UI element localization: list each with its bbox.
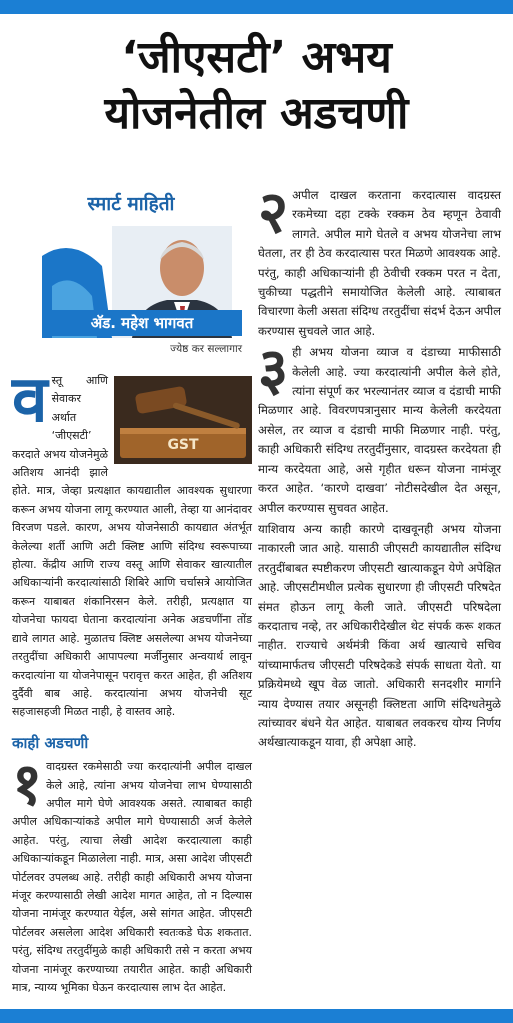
- point-2-paragraph: [258, 178, 501, 341]
- author-name: अ‍ॅड. महेश भागवत: [42, 310, 242, 336]
- columnist-box: [12, 186, 250, 366]
- column-title: स्मार्ट माहिती: [87, 193, 175, 215]
- top-accent-bar: [0, 0, 513, 14]
- point-2-text: अपील दाखल करताना करदात्यास वादग्रस्त रकमेच्या दहा टक्के रक्कम ठेव म्हणून ठेवावी लागते. अपील मागे घेतले व अभय योजनेचा लाभ घेतला, तर ही ठेव करदात्यास परत मिळणे आवश्यक आहे. परंतु, काही अधिकाऱ्यांनी ही ठेवीची रक्कम परत न देता, चुकीच्या पद्धतीने समायोजित केलेली आहे. त्याबाबत विचारणा केली असता संदिग्ध तरतुदींचा संदर्भ देऊन अपील करण्यास सुचवले जात आहे.: [258, 188, 501, 338]
- point-3-paragraph: [258, 335, 501, 518]
- article-column-right: [258, 178, 501, 755]
- article-column-left: [12, 363, 252, 999]
- gst-image: [114, 376, 252, 464]
- subheading: काही अडचणी: [12, 733, 89, 752]
- point-1-paragraph: [12, 750, 252, 997]
- point-3-number: ३: [258, 335, 289, 404]
- gst-label: GST: [167, 437, 199, 453]
- author-role: ज्येष्ठ कर सल्लागार: [170, 343, 242, 355]
- intro-text: स्तू आणि सेवाकर अर्थात ‘जीएसटी’ करदाते अभय योजनेमुळे अतिशय आनंदी झाले होते. मात्र, जेव्हा प्रत्यक्षात कायद्यातील आवश्यक सुधारणा करून अभय योजना लागू करण्यात आली, तेव्हा या आनंदावर विरजण पडले. कारण, अभय योजनेसाठी कायद्यात अंतर्भूत केलेल्या शर्ती आणि अटी क्लिष्ट आणि संदिग्ध स्वरूपाच्या होत्या. केंद्रीय आणि राज्य वस्तू आणि सेवाकर खात्यातील अधिकाऱ्यांनी करदात्यांसाठी शिबिरे आणि चर्चासत्रे आयोजित करून याबाबत शंकानिरसन केले. तरीही, प्रत्यक्षात या योजनेचा फायदा घेताना करदात्यांना अनेक अडचणींना तोंड द्यावे लागत आहे. मुळातच क्लिष्ट असलेल्या अभय योजनेच्या तरतुदींचा अधिकारी आपापल्या मर्जीनुसार अन्वयार्थ लावून करदात्यांना या योजनेपासून परावृत्त करत आहेत, ही अतिशय दुर्दैवी बाब आहे. करदात्यांना अभय योजनेची सूट सहजासहजी मिळत नाही, हे वास्तव आहे.: [12, 374, 252, 719]
- headline-line-2: योजनेतील अडचणी: [104, 88, 409, 139]
- closing-paragraph: याशिवाय अन्य काही कारणे दाखवूनही अभय योजना नाकारली जात आहे. यासाठी जीएसटी कायद्यातील संदिग्ध तरतुदींबाबत स्पष्टीकरण जीएसटी खात्याकडून येणे अपेक्षित आहे. जीएसटीमधील प्रत्येक सुधारणा ही जीएसटी परिषदेत संमत होऊन लागू केली जाते. जीएसटी परिषदेला करदाताच नव्हे, तर अधिकारीदेखील थेट संपर्क करू शकत नाहीत. राज्याचे अर्थमंत्री किंवा अर्थ खात्याचे सचिव यांच्यामार्फतच जीएसटी परिषदेकडे संपर्क साधता येतो. या प्रक्रियेमध्ये खूप वेळ जातो. अधिकारी सनदशीर मार्गाने न्याय देण्यास तयार असूनही क्लिष्टता आणि संदिग्धतेमुळे त्यांच्यावर बंधने येत आहेत. याबाबत लवकरच योग्य निर्णय अर्थखात्याकडून यावा, ही अपेक्षा आहे.: [258, 521, 501, 750]
- gavel-gst-illustration: [114, 376, 252, 464]
- intro-paragraph: [12, 363, 252, 722]
- bottom-accent-bar: [0, 1009, 513, 1023]
- point-2-number: २: [258, 178, 289, 246]
- headline-line-1: ‘जीएसटी’ अभय: [121, 32, 392, 83]
- point-1-number: १: [12, 750, 43, 819]
- intro-dropcap: व: [12, 363, 48, 437]
- point-3-text: ही अभय योजना व्याज व दंडाच्या माफीसाठी केलेली आहे. ज्या करदात्यांनी अपील केले होते, त्यांना संपूर्ण कर भरल्यानंतर व्याज व दंडाची माफी मिळणार आहे. विवरणपत्रानुसार मान्य केलेली करदेयता असेल, तर व्याज व दंडाची माफी मिळणार नाही. परंतु, काही अधिकारी संदिग्ध तरतुदींनुसार, वादग्रस्त करदेयता ही मान्य करदेयता आहे, असे गृहीत धरून योजना नामंजूर करत आहेत. ‘कारणे दाखवा’ नोटीसदेखील देत असून, अपील करण्यास सुचवत आहेत.: [258, 345, 501, 515]
- point-1-text: वादग्रस्त रकमेसाठी ज्या करदात्यांनी अपील दाखल केले आहे, त्यांना अभय योजनेचा लाभ घेण्यासाठी अपील मागे घेणे आवश्यक असते. त्याबाबत काही अपील अधिकाऱ्यांकडे अपील मागे घेण्यासाठी अर्ज केलेले आहेत. परंतु, त्याचा लेखी आदेश करदात्याला काही अधिकाऱ्यांकडून मिळालेला नाही. मात्र, असा आदेश जीएसटी पोर्टलवर उपलब्ध आहे. तरीही काही अधिकारी अभय योजना मंजूर करण्यासाठी लेखी आदेश मागत आहेत, तो न दिल्यास योजना नामंजूर करण्यात येईल, असे सांगत आहेत. जीएसटी पोर्टलवर असलेला आदेश अधिकारी स्वतःकडे घेऊ शकतात. परंतु, संदिग्ध तरतुदींमुळे काही अधिकारी तसे न करता अभय योजना नामंजूर करण्याच्या तयारीत आहेत. काही अधिकारी मात्र, न्याय्य भूमिका घेऊन करदात्यास लाभ देत आहेत.: [12, 760, 252, 994]
- headline: [0, 30, 513, 142]
